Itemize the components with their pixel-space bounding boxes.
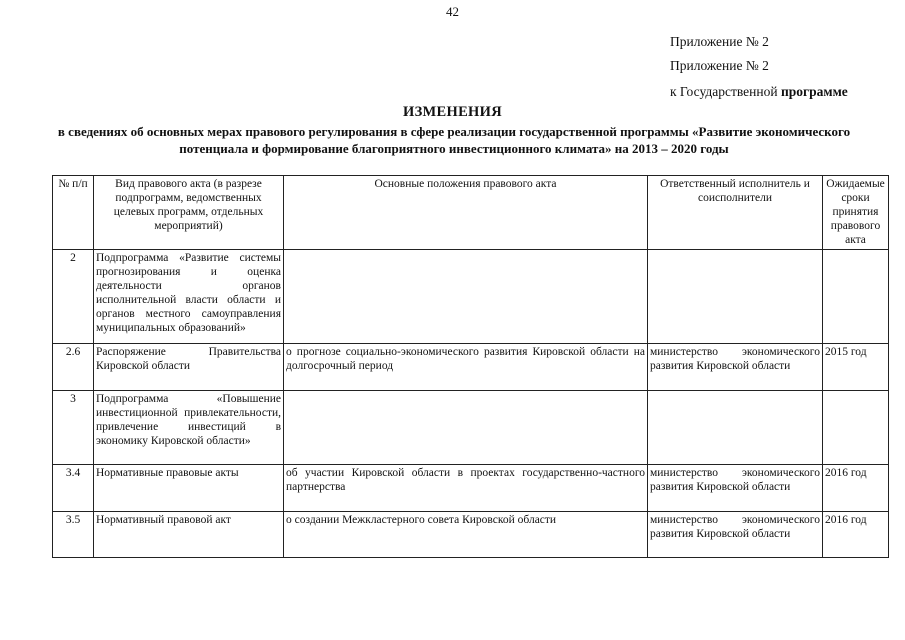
row-main-provisions: о создании Межкластерного совета Кировской области [284,512,648,558]
header-act-type: Вид правового акта (в разрезе подпрограмм, ведомственных целевых программ, отдельных мероприятий) [94,176,284,250]
annex-label-repeat: Приложение № 2 [670,58,769,73]
row-main-provisions [284,391,648,465]
header-deadline: Ожидаемые сроки принятия правового акта [823,176,889,250]
table-header-row [53,176,889,250]
row-act-type: Подпрограмма «Повышение инвестиционной привлекательности, привлечение инвестиций в экономику Кировской области» [94,391,284,465]
annex-reference [670,84,848,100]
document-subtitle: в сведениях об основных мерах правового регулирования в сфере реализации государственной программы «Развитие экономического потенциала и формирование благоприятного инвестиционного климата» на 2013 – 2020 годы [57,124,851,156]
document-title: ИЗМЕНЕНИЯ [403,104,502,120]
row-act-type: Нормативный правовой акт [94,512,284,558]
annex-reference-bold: программе [780,84,848,99]
annex-reference-text: к Государственной [670,84,781,99]
table-row [53,391,889,465]
page-number: 42 [446,4,459,19]
table-row [53,465,889,512]
row-act-type: Подпрограмма «Развитие системы прогнозирования и оценка деятельности органов исполнительной власти области и органов местного самоуправления муниципальных образований» [94,250,284,344]
row-number: 3 [53,391,94,465]
row-deadline [823,391,889,465]
row-act-type: Распоряжение Правительства Кировской области [94,344,284,391]
row-number: 3.5 [53,512,94,558]
row-main-provisions [284,250,648,344]
row-number: 2.6 [53,344,94,391]
table-row [53,250,889,344]
row-main-provisions: об участии Кировской области в проектах государственно-частного партнерства [284,465,648,512]
row-executor [648,391,823,465]
row-number: 3.4 [53,465,94,512]
row-main-provisions: о прогнозе социально-экономического развития Кировской области на долгосрочный период [284,344,648,391]
row-deadline: 2016 год [823,465,889,512]
table-row [53,512,889,558]
row-executor: министерство экономического развития Кировской области [648,344,823,391]
row-act-type: Нормативные правовые акты [94,465,284,512]
row-executor: министерство экономического развития Кировской области [648,512,823,558]
row-deadline: 2015 год [823,344,889,391]
header-executor: Ответственный исполнитель и соисполнители [648,176,823,250]
header-number: № п/п [53,176,94,250]
measures-table [52,175,889,558]
table-row [53,344,889,391]
header-main-provisions: Основные положения правового акта [284,176,648,250]
row-deadline [823,250,889,344]
row-executor [648,250,823,344]
row-deadline: 2016 год [823,512,889,558]
row-executor: министерство экономического развития Кировской области [648,465,823,512]
annex-label: Приложение № 2 [670,34,769,49]
row-number: 2 [53,250,94,344]
